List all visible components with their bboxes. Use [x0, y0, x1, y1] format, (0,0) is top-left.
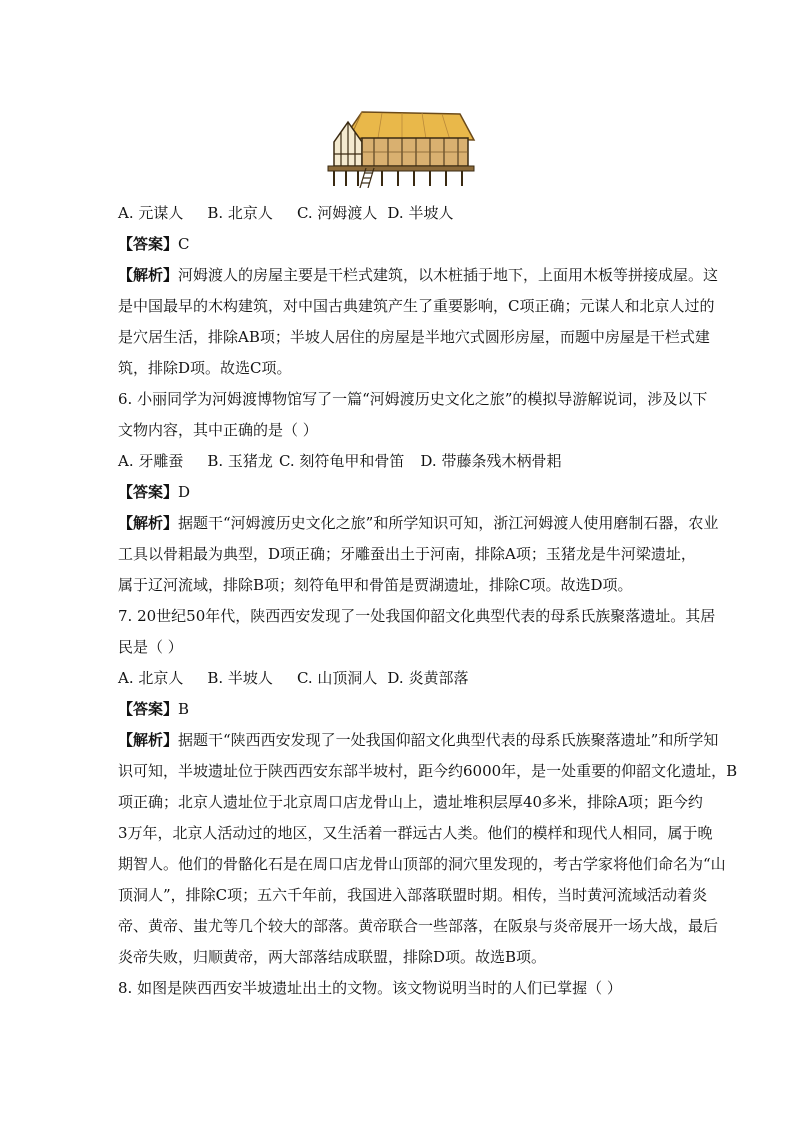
q7-option-d: D. 炎黄部落 [387, 669, 469, 687]
q6-option-c: C. 刻符龟甲和骨笛 [278, 452, 405, 470]
q6-options [118, 446, 678, 477]
answer-tag: 【答案】 [118, 235, 179, 253]
q5-option-a: A. 元谋人 [118, 204, 184, 222]
q6-option-d: D. 带藤条残木柄骨耜 [420, 452, 562, 470]
q5-answer [118, 229, 678, 260]
q6-option-a: A. 牙雕蚕 [118, 452, 184, 470]
q8-stem-line-1: 8. 如图是陕西西安半坡遗址出土的文物。该文物说明当时的人们已掌握（ ） [118, 979, 622, 997]
q5-options [118, 198, 678, 229]
q7-analysis-line-5: 期智人。他们的骨骼化石是在周口店龙骨山顶部的洞穴里发现的，考古学家将他们命名为“山 [118, 855, 726, 873]
q7-analysis-line-1: 【解析】据题干“陕西西安发现了一处我国仰韶文化典型代表的母系氏族聚落遗址”和所学知 [118, 731, 719, 749]
analysis-tag: 【解析】 [118, 266, 179, 284]
q7-option-a: A. 北京人 [118, 669, 184, 687]
stilt-house-illustration [322, 108, 482, 188]
q7-stem-line-1: 7. 20世纪50年代，陕西西安发现了一处我国仰韶文化典型代表的母系氏族聚落遗址。其居 [118, 607, 716, 625]
q6-answer-value: D [178, 483, 191, 501]
q5-analysis-line-1: 【解析】河姆渡人的房屋主要是干栏式建筑，以木桩插于地下，上面用木板等拼接成屋。这 [118, 266, 719, 284]
q7-option-c: C. 山顶洞人 [296, 669, 378, 687]
q7-analysis-line-7: 帝、黄帝、蚩尤等几个较大的部落。黄帝联合一些部落，在阪泉与炎帝展开一场大战，最后 [118, 917, 719, 935]
q5-option-b: B. 北京人 [207, 204, 273, 222]
q7-analysis-line-4: 3万年，北京人活动过的地区，又生活着一群远古人类。他们的模样和现代人相同，属于晚 [118, 824, 713, 842]
q6-analysis-line-2: 工具以骨耜最为典型，D项正确；牙雕蚕出土于河南，排除A项；玉猪龙是牛河梁遗址， [118, 545, 696, 563]
q5-analysis-line-2: 是中国最早的木构建筑，对中国古典建筑产生了重要影响，C项正确；元谋人和北京人过的 [118, 297, 715, 315]
q6-stem-line-1: 6. 小丽同学为河姆渡博物馆写了一篇“河姆渡历史文化之旅”的模拟导游解说词，涉及以下 [118, 390, 708, 408]
q6-option-b: B. 玉猪龙 [207, 452, 273, 470]
q7-analysis-line-2: 识可知，半坡遗址位于陕西西安东部半坡村，距今约6000年，是一处重要的仰韶文化遗址，B [118, 762, 738, 780]
q7-answer-value: B [178, 700, 190, 718]
q7-option-b: B. 半坡人 [207, 669, 273, 687]
q5-option-c: C. 河姆渡人 [296, 204, 378, 222]
q6-stem-line-2: 文物内容，其中正确的是（ ） [118, 421, 318, 439]
q7-stem-line-2: 民是（ ） [118, 638, 183, 656]
q6-answer: 【答案】D [118, 483, 191, 501]
q6-analysis-line-3: 属于辽河流域，排除B项；刻符龟甲和骨笛是贾湖遗址，排除C项。故选D项。 [118, 576, 633, 594]
q5-option-d: D. 半坡人 [387, 204, 454, 222]
q6-analysis-line-1: 【解析】据题干“河姆渡历史文化之旅”和所学知识可知，浙江河姆渡人使用磨制石器，农业 [118, 514, 719, 532]
q5-analysis-line-4: 筑，排除D项。故选C项。 [118, 359, 292, 377]
q7-analysis-line-8: 炎帝失败，归顺黄帝，两大部落结成联盟，排除D项。故选B项。 [118, 948, 547, 966]
q7-answer: 【答案】B [118, 700, 190, 718]
question-content [118, 198, 738, 1004]
q5-analysis-line-3: 是穴居生活，排除AB项；半坡人居住的房屋是半地穴式圆形房屋，而题中房屋是干栏式建 [118, 328, 710, 346]
q5-answer-value: C [178, 235, 190, 253]
q7-analysis-line-6: 顶洞人”，排除C项；五六千年前，我国进入部落联盟时期。相传，当时黄河流域活动着炎 [118, 886, 708, 904]
q7-options [118, 663, 678, 694]
q7-analysis-line-3: 项正确；北京人遗址位于北京周口店龙骨山上，遗址堆积层厚40多米，排除A项；距今约 [118, 793, 703, 811]
